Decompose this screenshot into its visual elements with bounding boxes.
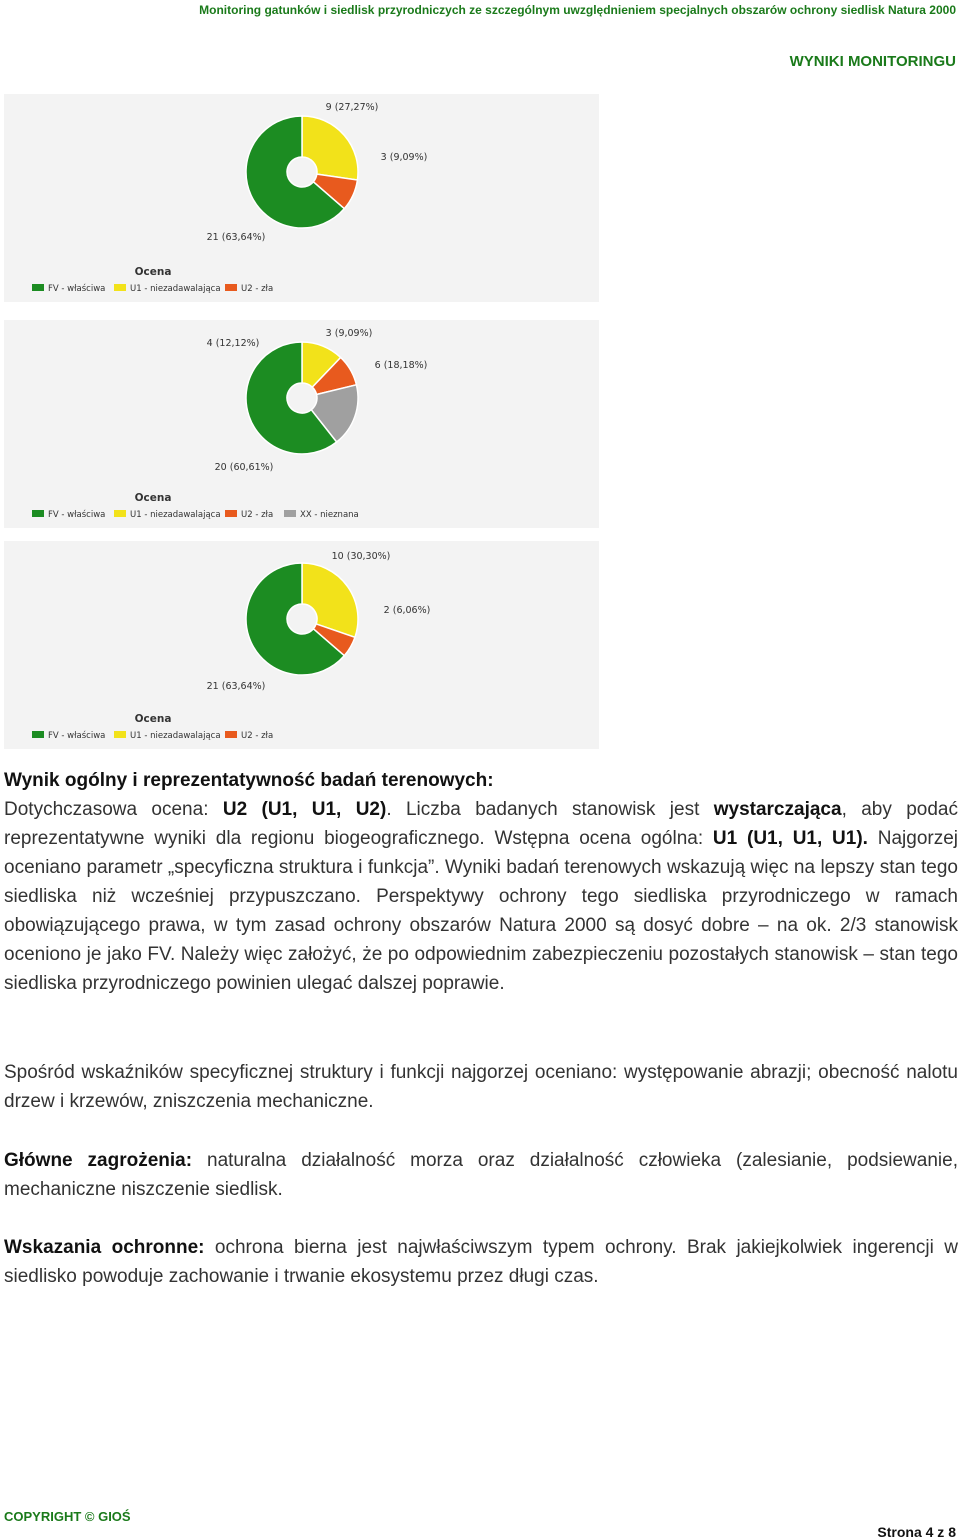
summary-text: Najgorzej oceniano parametr „specyficzna struktura i funkcja”. Wyniki badań terenowych wskazują więc na lepszy stan tego siedliska niż wcześniej przypuszczano. Perspektywy ochrony tego siedliska przyrodniczego w ramach obowiązującego prawa, w tym zasad ochrony obszarów Natura 2000 są dosyć dobre – na ok. 2/3 stanowisk oceniono je jako FV. Należy więc założyć, że po odpowiednim zabezpieczeniu pozostałych stanowisk – stan tego siedliska przyrodniczego powinien ulegać dalszej poprawie. xyxy=(4,828,959,994)
summary-title: Wynik ogólny i reprezentatywność badań terenowych: xyxy=(4,770,494,791)
legend-entry: U2 - zła xyxy=(241,731,274,741)
summary-text: . Liczba badanych stanowisk jest xyxy=(386,799,714,820)
legend-entry: U2 - zła xyxy=(241,284,274,294)
slice-data-label: 21 (63,64%) xyxy=(206,681,266,692)
copyright: COPYRIGHT © GIOŚ xyxy=(4,1509,131,1524)
legend-entry: U1 - niezadawalająca xyxy=(130,731,221,741)
recommendations-paragraph xyxy=(4,1233,958,1291)
legend-title: Ocena xyxy=(134,492,172,504)
legend-entry: U1 - niezadawalająca xyxy=(130,510,221,520)
chart-box xyxy=(4,541,599,749)
slice-data-label: 10 (30,30%) xyxy=(331,551,391,562)
legend-entry: FV - właściwa xyxy=(48,284,106,294)
legend-entry: FV - właściwa xyxy=(48,510,106,520)
page-number: Strona 4 z 8 xyxy=(877,1524,956,1540)
recommendations-label: Wskazania ochronne: xyxy=(4,1237,205,1258)
slice-data-label: 6 (18,18%) xyxy=(374,360,428,371)
legend-entry: FV - właściwa xyxy=(48,731,106,741)
section-protection-perspectives xyxy=(0,320,960,530)
summary-text: Dotychczasowa ocena: xyxy=(4,799,223,820)
legend-title: Ocena xyxy=(134,713,172,725)
pie-chart-overall-assessment xyxy=(4,541,599,749)
section-header: WYNIKI MONITORINGU xyxy=(789,53,956,70)
threats-text: naturalna działalność morza oraz działalność człowieka (zalesianie, podsiewanie, mechaniczne niszczenie siedlisk. xyxy=(4,1150,958,1200)
pie-chart-specific-structure xyxy=(4,94,599,302)
legend-swatch xyxy=(114,731,126,738)
slice-data-label: 2 (6,06%) xyxy=(383,605,431,616)
chart-box xyxy=(4,320,599,528)
slice-data-label: 3 (9,09%) xyxy=(325,328,373,339)
recommendations-text: ochrona bierna jest najwłaściwszym typem ochrony. Brak jakiejkolwiek ingerencji w siedlisko powoduje zachowanie i trwanie ekosystemu przez długi czas. xyxy=(4,1237,958,1287)
summary-bold: U1 (U1, U1, U1). xyxy=(712,828,868,849)
indicators-paragraph: Spośród wskaźników specyficznej struktury i funkcji najgorzej oceniano: występowanie abrazji; obecność nalotu drzew i krzewów, zniszczenia mechaniczne. xyxy=(4,1062,958,1112)
slice-data-label: 9 (27,27%) xyxy=(325,102,379,113)
section-overall-assessment xyxy=(0,541,960,751)
threats-paragraph xyxy=(4,1146,958,1204)
pie-slice-u1 xyxy=(302,116,358,180)
summary-bold: wystarczająca xyxy=(713,799,842,820)
pie-chart-protection-perspectives xyxy=(4,320,599,528)
legend-entry: U2 - zła xyxy=(241,510,274,520)
legend-swatch xyxy=(114,510,126,517)
legend-swatch xyxy=(225,284,237,291)
legend-title: Ocena xyxy=(134,266,172,278)
document-header: Monitoring gatunków i siedlisk przyrodniczych ze szczególnym uwzględnieniem specjalnych obszarów ochrony siedlisk Natura 2000 xyxy=(199,3,956,17)
legend-swatch xyxy=(32,510,44,517)
legend-swatch xyxy=(114,284,126,291)
summary-paragraph xyxy=(4,766,958,998)
legend-swatch xyxy=(284,510,296,517)
pie-slice-u1 xyxy=(302,563,358,637)
legend-entry: U1 - niezadawalająca xyxy=(130,284,221,294)
legend-swatch xyxy=(225,731,237,738)
legend-swatch xyxy=(32,284,44,291)
legend-swatch xyxy=(32,731,44,738)
slice-data-label: 4 (12,12%) xyxy=(206,338,260,349)
chart-box xyxy=(4,94,599,302)
legend-swatch xyxy=(225,510,237,517)
legend-entry: XX - nieznana xyxy=(300,510,359,520)
summary-bold: U2 (U1, U1, U2) xyxy=(222,799,387,820)
slice-data-label: 3 (9,09%) xyxy=(380,152,428,163)
slice-data-label: 21 (63,64%) xyxy=(206,232,266,243)
slice-data-label: 20 (60,61%) xyxy=(214,462,274,473)
summary-text: , aby podać reprezentatywne wyniki dla regionu biogeograficznego. Wstępna ocena ogólna: xyxy=(4,799,958,849)
threats-label: Główne zagrożenia: xyxy=(4,1150,193,1171)
summary-body xyxy=(4,795,958,998)
section-specific-structure xyxy=(0,94,960,304)
